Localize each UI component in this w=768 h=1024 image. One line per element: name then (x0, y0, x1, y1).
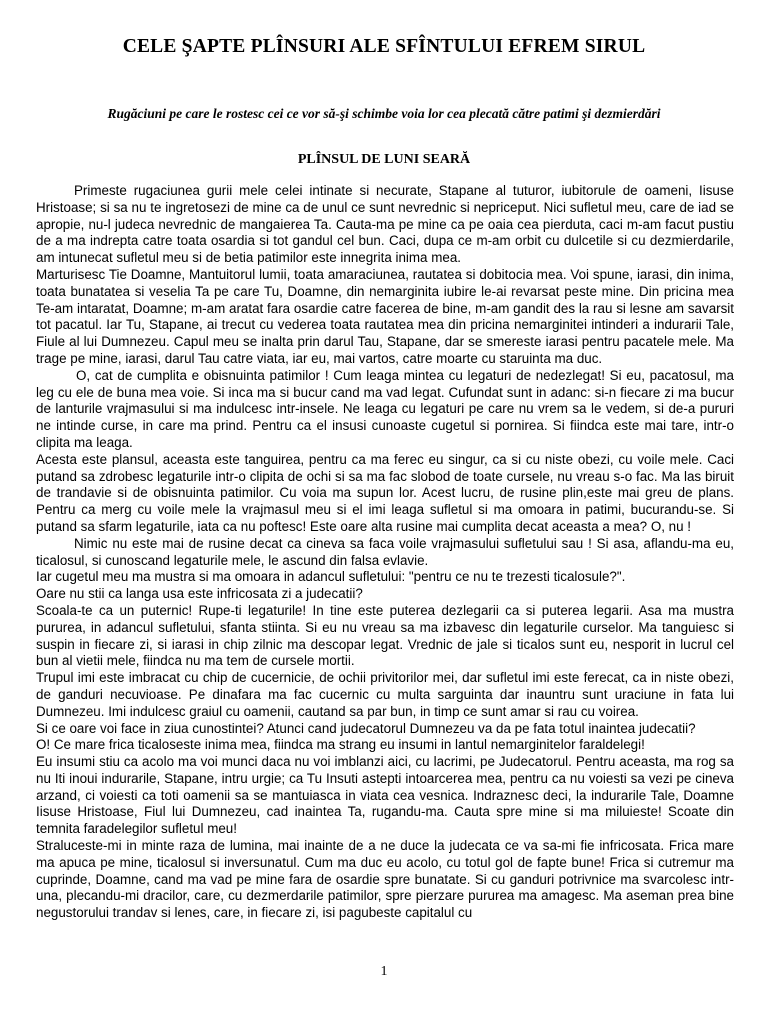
paragraph: Scoala-te ca un puternic! Rupe-ti legaturile! In tine este puterea dezlegarii ca si puterea legarii. Asa ma mustra pururea, in adancul sufletului, sfanta stiinta. Si eu nu vreau sa ma izbavesc din legaturile curselor. Ma tanguiesc si suspin in fiecare zi, si iarasi in chip zilnic ma descopar legat. Vrednic de jale si ticalos sunt eu, nesporit in lucrul cel bun al vietii mele, fiindca nu ma tem de cursele mortii. (36, 602, 734, 669)
paragraph: Straluceste-mi in minte raza de lumina, mai inainte de a ne duce la judecata ce va sa-mi fie infricosata. Frica mare ma apuca pe mine, ticalosul si inversunatul. Cum ma duc eu acolo, cu totul gol de fapte bune! Frica si cutremur ma cuprinde, Doamne, cand ma vad pe mine fara de osardie spre bunatate. Si cu ganduri potrivnice ma svarcolesc intr-una, plecandu-mi dracilor, care, cu dezmerdarile patimilor, spre pierzare pururea ma amagesc. Ma aseman prea bine negustorului trandav si lenes, care, in fiecare zi, isi pagubeste capitalul cu (36, 838, 734, 921)
page-number: 1 (380, 964, 388, 979)
paragraph: Eu insumi stiu ca acolo ma voi munci daca nu voi imblanzi aici, cu lacrimi, pe Judecatorul. Pentru aceasta, ma rog sa nu Iti inoui indurarile, Stapane, intru urgie; ca Tu Insuti astepti intoarcerea mea, pentru ca nu voiesti sa vezi pe cineva arzand, ci voiesti ca toti oamenii sa se mantuiasca in viata cea vesnica. Indraznesc deci, la indurarile Tale, Doamne Iisuse Hristoase, Fiul lui Dumnezeu, cad inaintea Ta, rugandu-ma. Cauta spre mine si ma miluieste! Scoate din temnita faradelegilor sufletul meu! (36, 754, 734, 837)
paragraph: O! Ce mare frica ticaloseste inima mea, fiindca ma strang eu insumi in lantul nemarginitelor faraldelegi! (36, 737, 645, 753)
paragraph: Iar cugetul meu ma mustra si ma omoara in adancul sufletului: "pentru ce nu te trezesti ticalosule?". (36, 569, 626, 585)
paragraph: Si ce oare voi face in ziua cunostintei? Atunci cand judecatorul Dumnezeu va da pe fata totul inaintea judecatii? (36, 720, 696, 736)
paragraph: O, cat de cumplita e obisnuinta patimilor ! Cum leaga mintea cu legaturi de nedezlegat! Si eu, pacatosul, ma leg cu ele de buna mea voie. Si inca ma si bucur cand ma vad legat. Cufundat sunt in adanc: si-n fiecare zi ma bucur de lanturile vrajmasului si ma indulcesc intr-insele. Ne leaga cu legaturi pe care nu vrem sa le vedem, si de-a pururi ne intinde curse, in care ma prind. Pentru ca el insusi cunoaste cugetul si pornirea. Si fiindca este mai tare, intr-o clipita ma leaga. (36, 367, 734, 450)
document-subtitle: Rugăciuni pe care le rostesc cei ce vor să-şi schimbe voia lor cea plecată către patimi şi dezmierdări (107, 106, 661, 121)
paragraph: Oare nu stii ca langa usa este infricosata zi a judecatii? (36, 586, 363, 602)
section-heading: PLÎNSUL DE LUNI SEARĂ (297, 152, 471, 167)
paragraph: Trupul imi este imbracat cu chip de cucernicie, de ochii privitorilor mei, dar sufletul imi este ferecat, ca in niste obezi, de ganduri necuvioase. Pe dinafara ma fac cucernic cu multa sarguinta dar inauntru sunt uraciune in fata lui Dumnezeu. Imi indulcesc graiul cu oamenii, cautand sa par bun, in timp ce sunt amar si rau cu voirea. (36, 670, 734, 719)
paragraph: Marturisesc Tie Doamne, Mantuitorul lumii, toata amaraciunea, rautatea si dobitocia mea. Voi spune, iarasi, din inima, toata bunatatea si veselia Ta pe care Tu, Doamne, din nemarginita iubire le-ai revarsat peste mine. Din pricina mea Te-am intaratat, Doamne; m-am aratat fara osardie catre facerea de bine, m-am gandit des la rau si lesne am savarsit tot pacatul. Iar Tu, Stapane, ai trecut cu vederea toata rautatea mea din pricina nemarginitei intinderi a indurarii Tale, Fiule al lui Dumnezeu. Capul meu se inalta prin darul Tau, Stapane, dar se smereste iarasi pentru pacatele mele. Ma trage pe mine, iarasi, darul Tau catre viata, iar eu, mai vartos, catre moarte cu staruinta ma duc. (36, 266, 734, 366)
paragraph: Acesta este plansul, aceasta este tanguirea, pentru ca ma ferec eu singur, ca si cu niste obezi, cu voile mele. Caci putand sa zdrobesc legaturile intr-o clipita de ochi si sa ma fac slobod de toate cursele, nu vreau s-o fac. Ma las biruit de trandavie si de obisnuinta patimilor. Cu voia ma supun lor. Acest lucru, de rusine plin,este mai greu de plans. Pentru ca merg cu voile mele la vrajmasul meu si el imi leaga sufletul si ma omoara in patimi, bucurandu-se. Si putand sa sfarm legaturile, iata ca nu poftesc! Este oare alta rusine mai cumplita decat aceasta a mea? O, nu ! (36, 451, 734, 534)
document-title: CELE ŞAPTE PLÎNSURI ALE SFÎNTULUI EFREM SIRUL (122, 36, 646, 57)
paragraph: Primeste rugaciunea gurii mele celei intinate si necurate, Stapane al tuturor, iubitorule de oameni, Iisuse Hristoase; si sa nu te ingretosezi de mine ca de unul ce sunt nevrednic si nepriceput. Nici sufletul meu, care de iad se apropie, nu-l judeca nevrednic de mangaierea Ta. Cauta-ma pe mine ca pe oaia cea pierduta, caci m-am facut pustiu de a ma indrepta catre toata osardia si tot gandul cel bun. Caci, dupa ce m-am orbit cu dulcetile si cu dezmierdarile, am intunecat sufletul meu si de betia patimilor este innegrita inima mea. (36, 183, 734, 266)
paragraph: Nimic nu este mai de rusine decat ca cineva sa faca voile vrajmasului sufletului sau ! Si asa, aflandu-ma eu, ticalosul, si cunoscand legaturile mele, le ascund din falsa evlavie. (36, 535, 734, 568)
document-body (36, 183, 734, 922)
